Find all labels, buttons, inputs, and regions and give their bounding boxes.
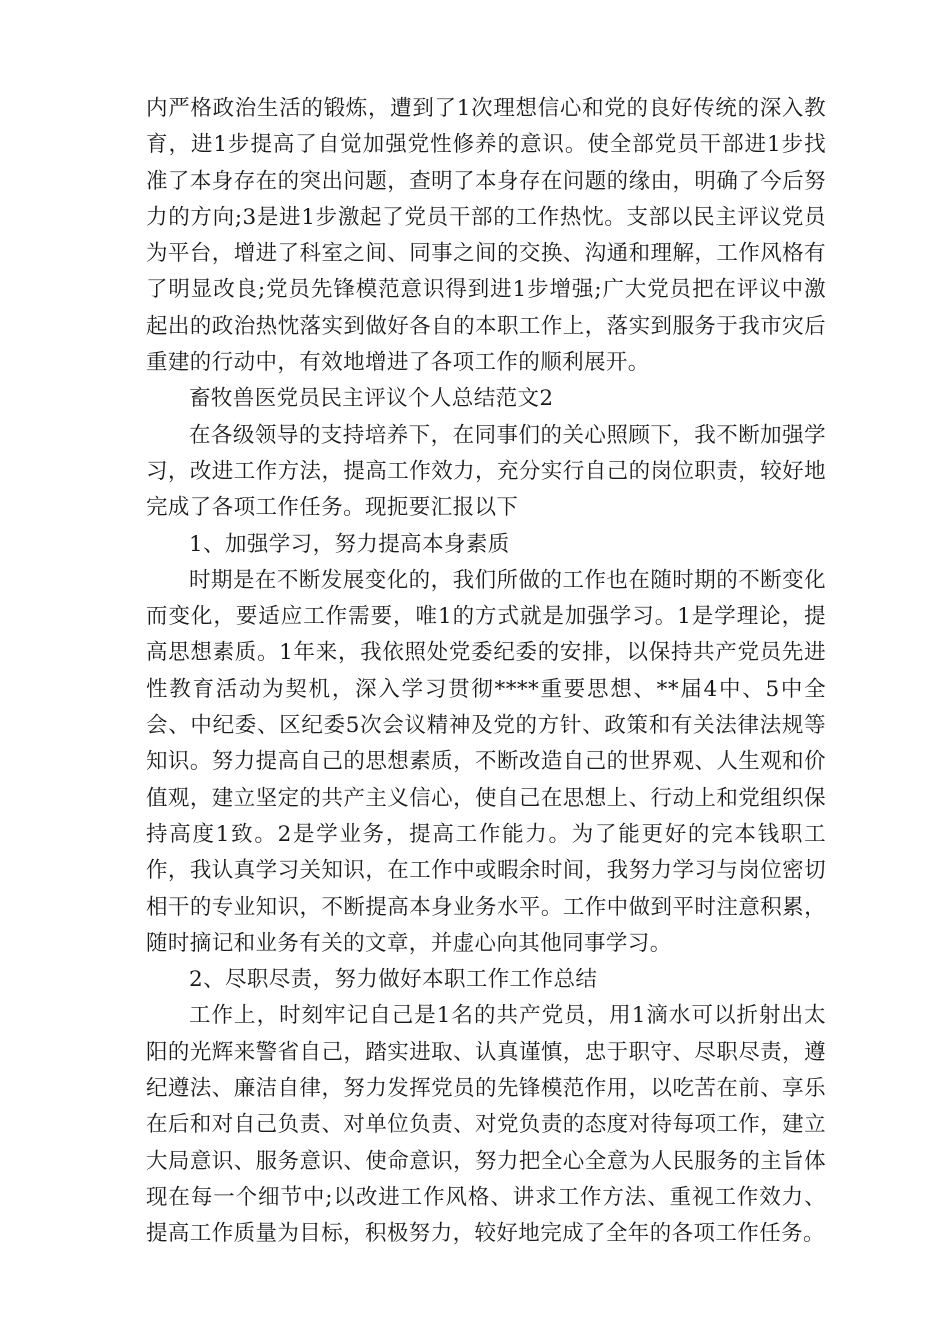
body-paragraph-1: 内严格政治生活的锻炼，遭到了1次理想信心和党的良好传统的深入教育，进1步提高了自觉加强党性修养的意识。使全部党员干部进1步找准了本身存在的突出问题，查明了本身存在问题的缘由，明确了今后努力的方向;3是进1步激起了党员干部的工作热忱。支部以民主评议党员为平台，增进了科室之间、同事之间的交换、沟通和理解，工作风格有了明显改良;党员先锋模范意识得到进1步增强;广大党员把在评议中激起出的政治热忱落实到做好各自的本职工作上，落实到服务于我市灾后重建的行动中，有效地增进了各项工作的顺利展开。 xyxy=(146,96,826,376)
document-page xyxy=(146,91,826,1253)
heading-study: 1、加强学习，努力提高本身素质 xyxy=(189,531,510,557)
heading-duty: 2、尽职尽责，努力做好本职工作工作总结 xyxy=(189,967,598,993)
body-paragraph-4: 工作上，时刻牢记自己是1名的共产党员，用1滴水可以折射出太阳的光辉来警省自己，踏实进取、认真谨慎，忠于职守、尽职尽责，遵纪遵法、廉洁自律，努力发挥党员的先锋模范作用，以吃苦在前、享乐在后和对自己负责、对单位负责、对党负责的态度对待每项工作，建立大局意识、服务意识、使命意识，努力把全心全意为人民服务的主旨体现在每一个细节中;以改进工作风格、讲求工作方法、重视工作效力、提高工作质量为目标，积极努力，较好地完成了全年的各项工作任务。 xyxy=(146,1003,826,1247)
section-title: 畜牧兽医党员民主评议个人总结范文2 xyxy=(189,386,554,412)
body-paragraph-2: 在各级领导的支持培养下，在同事们的关心照顾下，我不断加强学习，改进工作方法，提高工作效力，充分实行自己的岗位职责，较好地完成了各项工作任务。现扼要汇报以下 xyxy=(146,422,826,521)
body-paragraph-3: 时期是在不断发展变化的，我们所做的工作也在随时期的不断变化而变化，要适应工作需要，唯1的方式就是加强学习。1是学理论，提高思想素质。1年来，我依照处党委纪委的安排，以保持共产党员先进性教育活动为契机，深入学习贯彻****重要思想、**届4中、5中全会、中纪委、区纪委5次会议精神及党的方针、政策和有关法律法规等知识。努力提高自己的思想素质，不断改造自己的世界观、人生观和价值观，建立坚定的共产主义信心，使自己在思想上、行动上和党组织保持高度1致。2是学业务，提高工作能力。为了能更好的完本钱职工作，我认真学习关知识，在工作中或暇余时间，我努力学习与岗位密切相干的专业知识，不断提高本身业务水平。工作中做到平时注意积累，随时摘记和业务有关的文章，并虚心向其他同事学习。 xyxy=(146,567,826,956)
